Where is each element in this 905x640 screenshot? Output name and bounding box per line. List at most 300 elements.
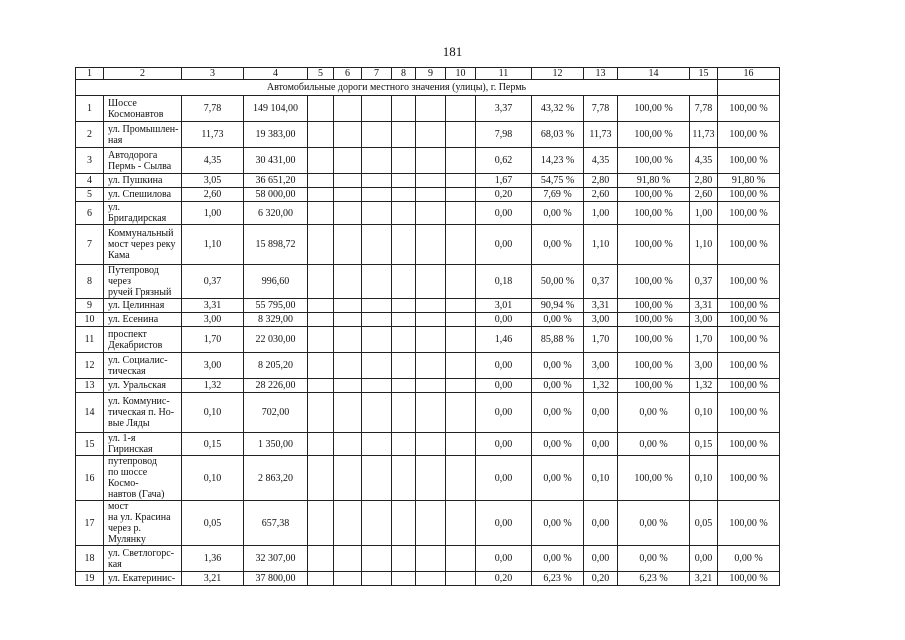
col-10-cell [446, 96, 476, 122]
col-14-cell: 100,00 % [618, 265, 690, 299]
road-name: Шоссе Космонавтов [104, 96, 182, 122]
col-14-cell: 100,00 % [618, 188, 690, 202]
row-number: 14 [76, 393, 104, 433]
road-name: ул. Бригадирская [104, 202, 182, 225]
row-number: 12 [76, 353, 104, 379]
header-cell-13: 13 [584, 68, 618, 80]
col-15-cell: 3,00 [690, 313, 718, 327]
col-6-cell [334, 265, 362, 299]
table-row [76, 202, 780, 225]
header-cell-12: 12 [532, 68, 584, 80]
row-number: 15 [76, 433, 104, 456]
col-15-cell: 4,35 [690, 148, 718, 174]
col-13-cell: 7,78 [584, 96, 618, 122]
col-4-cell: 8 205,20 [244, 353, 308, 379]
col-14-cell: 100,00 % [618, 202, 690, 225]
table-row [76, 327, 780, 353]
col-10-cell [446, 379, 476, 393]
col-6-cell [334, 501, 362, 546]
col-6-cell [334, 225, 362, 265]
col-7-cell [362, 265, 392, 299]
road-name: ул. Есенина [104, 313, 182, 327]
col-12-cell: 0,00 % [532, 379, 584, 393]
col-8-cell [392, 148, 416, 174]
col-3-cell: 0,10 [182, 456, 244, 501]
table-row [76, 265, 780, 299]
col-3-cell: 3,00 [182, 313, 244, 327]
col-12-cell: 0,00 % [532, 546, 584, 572]
col-5-cell [308, 379, 334, 393]
col-13-cell: 0,00 [584, 501, 618, 546]
col-3-cell: 7,78 [182, 96, 244, 122]
header-cell-3: 3 [182, 68, 244, 80]
col-12-cell: 0,00 % [532, 225, 584, 265]
row-number: 11 [76, 327, 104, 353]
col-10-cell [446, 572, 476, 586]
col-7-cell [362, 122, 392, 148]
row-number: 9 [76, 299, 104, 313]
col-10-cell [446, 313, 476, 327]
col-5-cell [308, 122, 334, 148]
col-3-cell: 1,00 [182, 202, 244, 225]
col-4-cell: 19 383,00 [244, 122, 308, 148]
col-7-cell [362, 433, 392, 456]
col-5-cell [308, 433, 334, 456]
col-14-cell: 100,00 % [618, 313, 690, 327]
col-9-cell [416, 393, 446, 433]
col-13-cell: 1,70 [584, 327, 618, 353]
col-12-cell: 0,00 % [532, 433, 584, 456]
road-name: мост на ул. Красина через р. Мулянку [104, 501, 182, 546]
col-11-cell: 0,00 [476, 501, 532, 546]
col-9-cell [416, 353, 446, 379]
col-8-cell [392, 433, 416, 456]
col-3-cell: 1,10 [182, 225, 244, 265]
col-16-cell: 100,00 % [718, 353, 780, 379]
col-9-cell [416, 501, 446, 546]
col-11-cell: 0,62 [476, 148, 532, 174]
col-6-cell [334, 122, 362, 148]
col-10-cell [446, 225, 476, 265]
col-13-cell: 0,00 [584, 433, 618, 456]
col-4-cell: 2 863,20 [244, 456, 308, 501]
col-13-cell: 0,10 [584, 456, 618, 501]
col-14-cell: 100,00 % [618, 122, 690, 148]
col-3-cell: 0,37 [182, 265, 244, 299]
col-5-cell [308, 327, 334, 353]
col-14-cell: 0,00 % [618, 393, 690, 433]
col-15-cell: 2,60 [690, 188, 718, 202]
col-8-cell [392, 313, 416, 327]
col-13-cell: 11,73 [584, 122, 618, 148]
col-12-cell: 54,75 % [532, 174, 584, 188]
row-number: 13 [76, 379, 104, 393]
col-10-cell [446, 546, 476, 572]
col-16-cell: 100,00 % [718, 327, 780, 353]
col-8-cell [392, 327, 416, 353]
col-9-cell [416, 174, 446, 188]
col-12-cell: 0,00 % [532, 313, 584, 327]
row-number: 8 [76, 265, 104, 299]
header-cell-7: 7 [362, 68, 392, 80]
col-15-cell: 0,37 [690, 265, 718, 299]
col-15-cell: 0,15 [690, 433, 718, 456]
col-8-cell [392, 265, 416, 299]
col-6-cell [334, 456, 362, 501]
col-14-cell: 91,80 % [618, 174, 690, 188]
col-16-cell: 100,00 % [718, 265, 780, 299]
col-11-cell: 0,00 [476, 393, 532, 433]
table-row [76, 299, 780, 313]
col-8-cell [392, 546, 416, 572]
col-4-cell: 15 898,72 [244, 225, 308, 265]
col-6-cell [334, 313, 362, 327]
col-7-cell [362, 188, 392, 202]
col-16-cell: 100,00 % [718, 96, 780, 122]
table-row [76, 313, 780, 327]
road-name: ул. Светлогорс- кая [104, 546, 182, 572]
col-6-cell [334, 353, 362, 379]
col-7-cell [362, 202, 392, 225]
col-9-cell [416, 96, 446, 122]
road-name: Автодорога Пермь - Сылва [104, 148, 182, 174]
col-8-cell [392, 202, 416, 225]
col-9-cell [416, 299, 446, 313]
col-12-cell: 6,23 % [532, 572, 584, 586]
col-16-cell: 100,00 % [718, 313, 780, 327]
col-4-cell: 22 030,00 [244, 327, 308, 353]
col-11-cell: 0,18 [476, 265, 532, 299]
row-number: 19 [76, 572, 104, 586]
table-row [76, 572, 780, 586]
table-row [76, 433, 780, 456]
col-9-cell [416, 122, 446, 148]
col-7-cell [362, 353, 392, 379]
col-4-cell: 149 104,00 [244, 96, 308, 122]
col-11-cell: 0,00 [476, 456, 532, 501]
row-number: 4 [76, 174, 104, 188]
col-4-cell: 32 307,00 [244, 546, 308, 572]
col-11-cell: 0,00 [476, 379, 532, 393]
table-row [76, 225, 780, 265]
page-number: 181 [442, 44, 463, 59]
col-15-cell: 1,00 [690, 202, 718, 225]
col-8-cell [392, 96, 416, 122]
road-name: проспект Декабристов [104, 327, 182, 353]
col-13-cell: 1,10 [584, 225, 618, 265]
col-12-cell: 90,94 % [532, 299, 584, 313]
col-8-cell [392, 174, 416, 188]
header-row [76, 68, 780, 80]
col-5-cell [308, 572, 334, 586]
table-row [76, 501, 780, 546]
road-name: Путепровод через ручей Грязный [104, 265, 182, 299]
road-name: ул. Екатеринис- [104, 572, 182, 586]
col-16-cell: 100,00 % [718, 572, 780, 586]
col-11-cell: 0,00 [476, 546, 532, 572]
col-3-cell: 3,21 [182, 572, 244, 586]
col-8-cell [392, 122, 416, 148]
col-15-cell: 0,00 [690, 546, 718, 572]
col-8-cell [392, 188, 416, 202]
col-16-cell: 100,00 % [718, 501, 780, 546]
col-10-cell [446, 188, 476, 202]
col-4-cell: 8 329,00 [244, 313, 308, 327]
col-12-cell: 0,00 % [532, 353, 584, 379]
table-row [76, 174, 780, 188]
col-15-cell: 3,21 [690, 572, 718, 586]
col-9-cell [416, 148, 446, 174]
row-number: 5 [76, 188, 104, 202]
col-5-cell [308, 188, 334, 202]
header-cell-16: 16 [718, 68, 780, 80]
col-10-cell [446, 501, 476, 546]
col-16-cell: 100,00 % [718, 433, 780, 456]
row-number: 3 [76, 148, 104, 174]
col-12-cell: 68,03 % [532, 122, 584, 148]
col-15-cell: 0,10 [690, 456, 718, 501]
col-4-cell: 36 651,20 [244, 174, 308, 188]
col-4-cell: 702,00 [244, 393, 308, 433]
col-11-cell: 0,00 [476, 225, 532, 265]
col-13-cell: 0,00 [584, 546, 618, 572]
col-12-cell: 14,23 % [532, 148, 584, 174]
col-11-cell: 7,98 [476, 122, 532, 148]
col-13-cell: 3,00 [584, 353, 618, 379]
col-15-cell: 11,73 [690, 122, 718, 148]
col-11-cell: 0,00 [476, 202, 532, 225]
section-row [76, 80, 780, 96]
col-4-cell: 58 000,00 [244, 188, 308, 202]
row-number: 18 [76, 546, 104, 572]
col-8-cell [392, 379, 416, 393]
col-3-cell: 1,70 [182, 327, 244, 353]
col-16-cell: 100,00 % [718, 393, 780, 433]
table-row [76, 456, 780, 501]
header-cell-5: 5 [308, 68, 334, 80]
col-6-cell [334, 327, 362, 353]
row-number: 2 [76, 122, 104, 148]
header-cell-15: 15 [690, 68, 718, 80]
col-9-cell [416, 572, 446, 586]
col-7-cell [362, 572, 392, 586]
col-3-cell: 0,10 [182, 393, 244, 433]
col-14-cell: 100,00 % [618, 353, 690, 379]
col-11-cell: 0,20 [476, 572, 532, 586]
col-8-cell [392, 456, 416, 501]
col-9-cell [416, 188, 446, 202]
col-16-cell: 100,00 % [718, 299, 780, 313]
col-15-cell: 3,31 [690, 299, 718, 313]
col-9-cell [416, 225, 446, 265]
col-9-cell [416, 327, 446, 353]
col-9-cell [416, 546, 446, 572]
col-10-cell [446, 174, 476, 188]
row-number: 6 [76, 202, 104, 225]
col-3-cell: 3,05 [182, 174, 244, 188]
col-12-cell: 50,00 % [532, 265, 584, 299]
col-3-cell: 1,36 [182, 546, 244, 572]
col-3-cell: 3,31 [182, 299, 244, 313]
col-7-cell [362, 96, 392, 122]
col-14-cell: 100,00 % [618, 456, 690, 501]
col-13-cell: 1,32 [584, 379, 618, 393]
col-9-cell [416, 313, 446, 327]
col-10-cell [446, 353, 476, 379]
row-number: 10 [76, 313, 104, 327]
table-row [76, 96, 780, 122]
col-13-cell: 1,00 [584, 202, 618, 225]
header-cell-6: 6 [334, 68, 362, 80]
col-10-cell [446, 148, 476, 174]
col-12-cell: 7,69 % [532, 188, 584, 202]
col-13-cell: 4,35 [584, 148, 618, 174]
col-16-cell: 100,00 % [718, 188, 780, 202]
col-5-cell [308, 353, 334, 379]
col-8-cell [392, 353, 416, 379]
col-7-cell [362, 379, 392, 393]
col-15-cell: 1,10 [690, 225, 718, 265]
col-12-cell: 0,00 % [532, 393, 584, 433]
col-13-cell: 0,00 [584, 393, 618, 433]
col-15-cell: 0,05 [690, 501, 718, 546]
col-3-cell: 2,60 [182, 188, 244, 202]
col-15-cell: 3,00 [690, 353, 718, 379]
header-cell-14: 14 [618, 68, 690, 80]
col-8-cell [392, 501, 416, 546]
col-11-cell: 3,01 [476, 299, 532, 313]
header-cell-2: 2 [104, 68, 182, 80]
col-6-cell [334, 393, 362, 433]
col-4-cell: 55 795,00 [244, 299, 308, 313]
col-9-cell [416, 379, 446, 393]
col-5-cell [308, 174, 334, 188]
col-15-cell: 1,70 [690, 327, 718, 353]
roads-table [75, 67, 780, 586]
col-14-cell: 100,00 % [618, 225, 690, 265]
col-11-cell: 0,00 [476, 433, 532, 456]
col-10-cell [446, 202, 476, 225]
col-6-cell [334, 379, 362, 393]
col-14-cell: 0,00 % [618, 433, 690, 456]
col-5-cell [308, 501, 334, 546]
col-5-cell [308, 299, 334, 313]
row-number: 1 [76, 96, 104, 122]
row-number: 17 [76, 501, 104, 546]
col-7-cell [362, 393, 392, 433]
col-12-cell: 0,00 % [532, 456, 584, 501]
road-name: ул. Целинная [104, 299, 182, 313]
col-7-cell [362, 327, 392, 353]
col-11-cell: 3,37 [476, 96, 532, 122]
col-6-cell [334, 572, 362, 586]
header-cell-11: 11 [476, 68, 532, 80]
col-16-cell: 100,00 % [718, 148, 780, 174]
col-13-cell: 3,00 [584, 313, 618, 327]
col-12-cell: 0,00 % [532, 202, 584, 225]
col-5-cell [308, 456, 334, 501]
col-6-cell [334, 433, 362, 456]
col-16-cell: 100,00 % [718, 202, 780, 225]
col-16-cell: 100,00 % [718, 379, 780, 393]
col-9-cell [416, 433, 446, 456]
col-10-cell [446, 299, 476, 313]
col-14-cell: 100,00 % [618, 327, 690, 353]
road-name: ул. Коммунис- тическая п. Но- вые Ляды [104, 393, 182, 433]
col-11-cell: 1,46 [476, 327, 532, 353]
col-5-cell [308, 393, 334, 433]
col-16-cell: 100,00 % [718, 122, 780, 148]
col-11-cell: 1,67 [476, 174, 532, 188]
col-9-cell [416, 265, 446, 299]
col-14-cell: 0,00 % [618, 546, 690, 572]
col-13-cell: 3,31 [584, 299, 618, 313]
col-3-cell: 1,32 [182, 379, 244, 393]
table-row [76, 379, 780, 393]
col-8-cell [392, 299, 416, 313]
row-number: 16 [76, 456, 104, 501]
table-row [76, 122, 780, 148]
col-10-cell [446, 327, 476, 353]
table-row [76, 148, 780, 174]
col-7-cell [362, 299, 392, 313]
col-7-cell [362, 313, 392, 327]
col-10-cell [446, 433, 476, 456]
table-row [76, 353, 780, 379]
col-8-cell [392, 572, 416, 586]
col-6-cell [334, 148, 362, 174]
row-number: 7 [76, 225, 104, 265]
col-11-cell: 0,00 [476, 353, 532, 379]
section-blank-cell [718, 80, 780, 96]
col-5-cell [308, 265, 334, 299]
header-cell-8: 8 [392, 68, 416, 80]
col-6-cell [334, 96, 362, 122]
col-12-cell: 85,88 % [532, 327, 584, 353]
col-10-cell [446, 122, 476, 148]
col-11-cell: 0,00 [476, 313, 532, 327]
col-15-cell: 1,32 [690, 379, 718, 393]
col-9-cell [416, 202, 446, 225]
col-15-cell: 7,78 [690, 96, 718, 122]
header-cell-10: 10 [446, 68, 476, 80]
col-13-cell: 2,80 [584, 174, 618, 188]
col-16-cell: 0,00 % [718, 546, 780, 572]
col-6-cell [334, 174, 362, 188]
col-7-cell [362, 148, 392, 174]
col-14-cell: 100,00 % [618, 96, 690, 122]
road-name: ул. Промышлен- ная [104, 122, 182, 148]
road-name: ул. Спешилова [104, 188, 182, 202]
road-name: ул. Уральская [104, 379, 182, 393]
col-5-cell [308, 546, 334, 572]
table-row [76, 188, 780, 202]
col-4-cell: 28 226,00 [244, 379, 308, 393]
road-name: ул. 1-я Гиринская [104, 433, 182, 456]
col-5-cell [308, 148, 334, 174]
col-16-cell: 100,00 % [718, 225, 780, 265]
col-10-cell [446, 265, 476, 299]
col-14-cell: 0,00 % [618, 501, 690, 546]
col-7-cell [362, 174, 392, 188]
col-3-cell: 4,35 [182, 148, 244, 174]
table-row [76, 546, 780, 572]
header-cell-9: 9 [416, 68, 446, 80]
col-7-cell [362, 501, 392, 546]
col-5-cell [308, 96, 334, 122]
col-16-cell: 100,00 % [718, 456, 780, 501]
road-name: ул. Пушкина [104, 174, 182, 188]
